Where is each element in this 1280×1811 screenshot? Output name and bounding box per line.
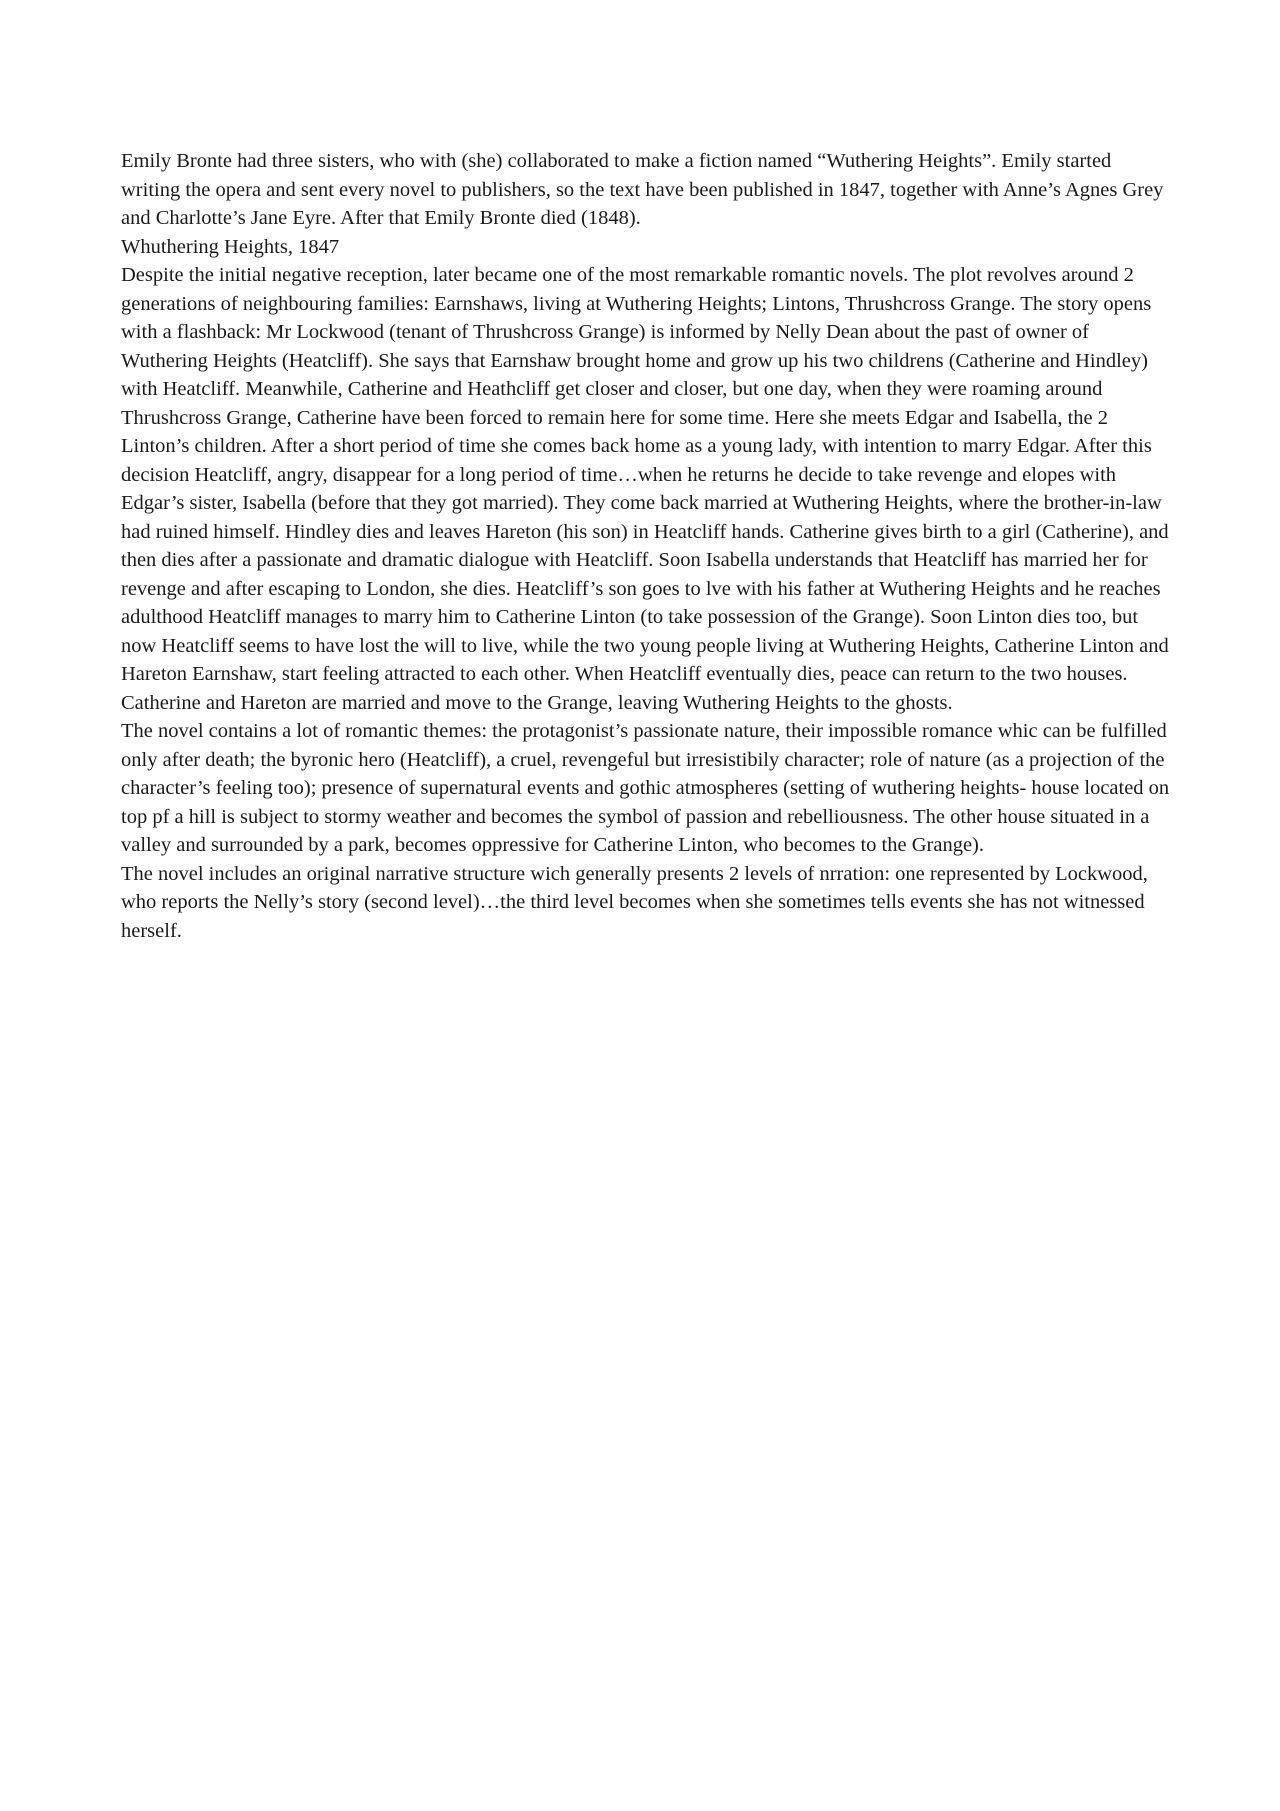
structure-paragraph: The novel includes an original narrative structure wich generally presents 2 levels of nrration: one represented by Lockwood, who reports the Nelly’s story (second level)…the third level becomes when she sometimes tells events she has not witnessed herself. [121,862,1148,942]
section-heading: Whuthering Heights, 1847 [121,235,340,258]
plot-paragraph: Despite the initial negative reception, later became one of the most remarkable romantic novels. The plot revolves around 2 generations of neighbouring families: Earnshaws, living at Wuthering Heights; Lintons, Thrushcross Grange. The story opens with a flashback: Mr Lockwood (tenant of Thrushcross Grange) is informed by Nelly Dean about the past of owner of Wuthering Heights (Heatcliff). She says that Earnshaw brought home and grow up his two childrens (Catherine and Hindley) with Heatcliff. Meanwhile, Catherine and Heathcliff get closer and closer, but one day, when they were roaming around Thrushcross Grange, Catherine have been forced to remain here for some time. Here she meets Edgar and Isabella, the 2 Linton’s children. After a short period of time she comes back home as a young lady, with intention to marry Edgar. After this decision Heatcliff, angry, disappear for a long period of time…when he returns he decide to take revenge and elopes with Edgar’s sister, Isabella (before that they got married). They come back married at Wuthering Heights, where the brother-in-law had ruined himself. Hindley dies and leaves Hareton (his son) in Heatcliff hands. Catherine gives birth to a girl (Catherine), and then dies after a passionate and dramatic dialogue with Heatcliff. Soon Isabella understands that Heatcliff has married her for revenge and after escaping to London, she dies. Heatcliff’s son goes to lve with his father at Wuthering Heights and he reaches adulthood Heatcliff manages to marry him to Catherine Linton (to take possession of the Grange). Soon Linton dies too, but now Heatcliff seems to have lost the will to live, while the two young people living at Wuthering Heights, Catherine Linton and Hareton Earnshaw, start feeling attracted to each other. When Heatcliff eventually dies, peace can return to the two houses. Catherine and Hareton are married and move to the Grange, leaving Wuthering Heights to the ghosts. [121,264,1169,714]
themes-paragraph: The novel contains a lot of romantic themes: the protagonist’s passionate nature, their impossible romance whic can be fulfilled only after death; the byronic hero (Heatcliff), a cruel, revengeful but irresistibily character; role of nature (as a projection of the character’s feeling too); presence of supernatural events and gothic atmospheres (setting of wuthering heights- house located on top pf a hill is subject to stormy weather and becomes the symbol of passion and rebelliousness. The other house situated in a valley and surrounded by a park, becomes oppressive for Catherine Linton, who becomes to the Grange). [121,720,1170,856]
intro-paragraph: Emily Bronte had three sisters, who with (she) collaborated to make a fiction named “Wuthering Heights”. Emily started writing the opera and sent every novel to publishers, so the text have been published in 1847, together with Anne’s Agnes Grey and Charlotte’s Jane Eyre. After that Emily Bronte died (1848). [121,150,1164,229]
document-body [121,147,1171,945]
